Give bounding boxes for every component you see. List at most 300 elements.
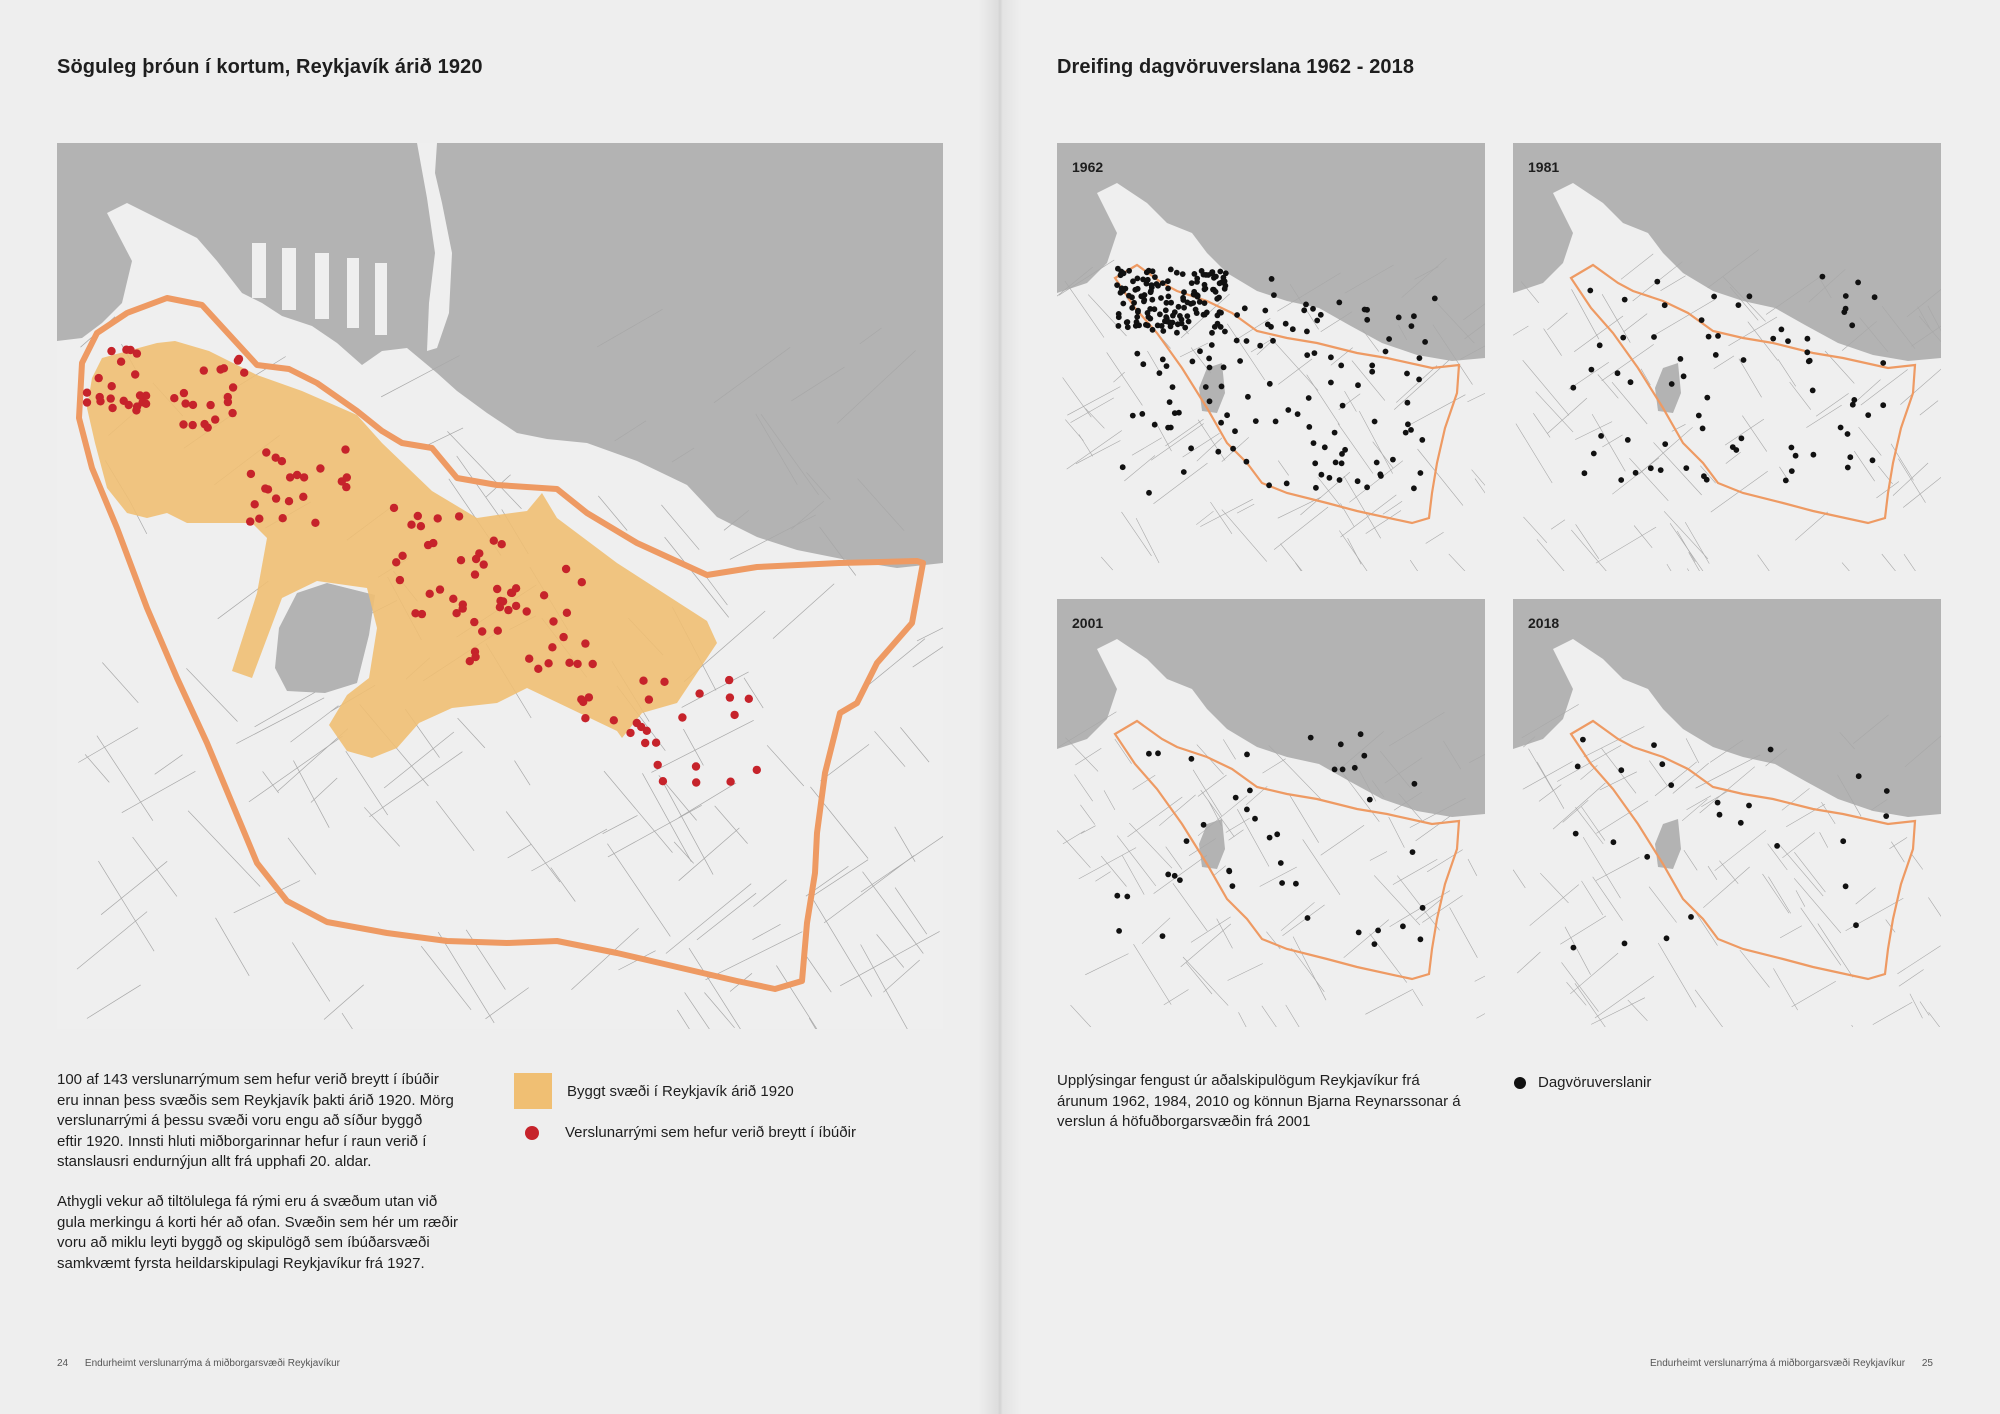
grocery-store-dot <box>1176 304 1182 310</box>
grocery-store-dot <box>1409 323 1415 329</box>
grocery-store-dot <box>1217 309 1223 315</box>
map-year-label: 2018 <box>1528 615 1560 631</box>
grocery-store-dot <box>1432 296 1438 302</box>
converted-space-dot <box>235 355 243 363</box>
grocery-store-dot <box>1865 412 1871 418</box>
converted-space-dot <box>559 633 567 641</box>
converted-space-dot <box>652 739 660 747</box>
grocery-store-dot <box>1311 440 1317 446</box>
grocery-store-dot <box>1570 385 1576 391</box>
grocery-store-dot <box>1416 377 1422 383</box>
grocery-store-dot <box>1400 923 1406 929</box>
grocery-store-dot <box>1746 803 1752 809</box>
grocery-store-dot <box>1222 286 1228 292</box>
grocery-store-dot <box>1207 398 1213 404</box>
grocery-store-dot <box>1145 323 1151 329</box>
converted-space-dot <box>581 714 589 722</box>
grocery-store-dot <box>1186 319 1192 325</box>
grocery-store-dot <box>1149 297 1155 303</box>
converted-space-dot <box>189 421 197 429</box>
grocery-store-dot <box>1405 421 1411 427</box>
paragraph-line: gula merkingu á korti hér að ofan. Svæðin sem hér um ræðir <box>57 1213 459 1231</box>
converted-space-dot <box>563 609 571 617</box>
grocery-store-dot <box>1845 465 1851 471</box>
grocery-store-dot <box>1207 365 1213 371</box>
grocery-store-dot <box>1372 941 1378 947</box>
grocery-store-dot <box>1338 741 1344 747</box>
grocery-store-dot <box>1172 309 1178 315</box>
grocery-store-dot <box>1662 441 1668 447</box>
grocery-store-dot <box>1651 742 1657 748</box>
grocery-store-dot <box>1327 475 1333 481</box>
grocery-store-dot <box>1165 286 1171 292</box>
grocery-store-dot <box>1163 307 1169 313</box>
grocery-store-dot <box>1611 839 1617 845</box>
converted-space-dot <box>641 739 649 747</box>
right-page <box>998 0 2000 1414</box>
legend-built-area <box>514 1073 794 1109</box>
grocery-store-dot <box>1193 307 1199 313</box>
grocery-store-dot <box>1418 936 1424 942</box>
grocery-store-dot <box>1374 460 1380 466</box>
grocery-store-dot <box>1134 314 1140 320</box>
grocery-store-dot <box>1293 881 1299 887</box>
grocery-store-dot <box>1269 276 1275 282</box>
grocery-store-dot <box>1715 800 1721 806</box>
grocery-store-dot <box>1838 425 1844 431</box>
grocery-store-dot <box>1224 412 1230 418</box>
converted-space-dot <box>457 556 465 564</box>
grocery-store-dot <box>1633 470 1639 476</box>
grocery-store-dot <box>1688 914 1694 920</box>
converted-space-dot <box>504 606 512 614</box>
grocery-store-dot <box>1174 270 1180 276</box>
grocery-store-dot <box>1148 288 1154 294</box>
grocery-store-dot <box>1301 307 1307 313</box>
grocery-store-dot <box>1405 400 1411 406</box>
grocery-store-dot <box>1678 356 1684 362</box>
converted-space-dot <box>692 762 700 770</box>
grocery-store-dot <box>1717 812 1723 818</box>
converted-space-dot <box>278 457 286 465</box>
grocery-store-dot <box>1116 323 1122 329</box>
grocery-store-dot <box>1131 300 1137 306</box>
grocery-store-dot <box>1420 905 1426 911</box>
grocery-store-dot <box>1233 795 1239 801</box>
converted-space-dot <box>228 409 236 417</box>
converted-space-dot <box>577 695 585 703</box>
grocery-store-dot <box>1805 336 1811 342</box>
grocery-store-dot <box>1618 477 1624 483</box>
grocery-store-dot <box>1340 403 1346 409</box>
grocery-store-dot <box>1333 460 1339 466</box>
page-number: 24 <box>57 1358 69 1369</box>
converted-space-dot <box>478 627 486 635</box>
grocery-store-dot <box>1669 381 1675 387</box>
grocery-store-dot <box>1364 484 1370 490</box>
grocery-store-dot <box>1174 330 1180 336</box>
converted-space-dot <box>645 695 653 703</box>
grocery-store-dot <box>1417 355 1423 361</box>
grocery-store-dot <box>1199 268 1205 274</box>
grocery-store-dot <box>1155 750 1161 756</box>
converted-space-dot <box>181 399 189 407</box>
grocery-store-dot <box>1668 782 1674 788</box>
grocery-store-dot <box>1244 807 1250 813</box>
grocery-store-dot <box>1221 364 1227 370</box>
grocery-store-dot <box>1704 395 1710 401</box>
grocery-store-dot <box>1180 295 1186 301</box>
caption-line: verslun á höfuðborgarsvæðin frá 2001 <box>1057 1113 1311 1131</box>
grocery-store-dot <box>1211 287 1217 293</box>
grocery-store-dot <box>1273 419 1279 425</box>
grocery-store-dot <box>1622 297 1628 303</box>
grocery-store-dot <box>1244 752 1250 758</box>
grocery-store-dot <box>1683 465 1689 471</box>
grocery-store-dot <box>1267 835 1273 841</box>
caption-line: árunum 1962, 1984, 2010 og könnun Bjarna Reynarssonar á <box>1057 1092 1461 1110</box>
converted-space-dot <box>204 423 212 431</box>
grocery-store-dot <box>1849 322 1855 328</box>
converted-space-dot <box>83 398 91 406</box>
converted-space-dot <box>392 558 400 566</box>
grocery-store-dot <box>1369 363 1375 369</box>
converted-space-dot <box>286 473 294 481</box>
grocery-store-dot <box>1793 453 1799 459</box>
grocery-store-dot <box>1312 460 1318 466</box>
grocery-store-dot <box>1134 351 1140 357</box>
grocery-store-dot <box>1362 307 1368 313</box>
converted-space-dot <box>525 655 533 663</box>
grocery-store-dot <box>1121 270 1127 276</box>
converted-space-dot <box>407 521 415 529</box>
grocery-store-dot <box>1283 321 1289 327</box>
grocery-store-dot <box>1146 490 1152 496</box>
grocery-store-dot <box>1168 321 1174 327</box>
grocery-store-dot <box>1165 278 1171 284</box>
grocery-store-dot <box>1270 338 1276 344</box>
grocery-store-dot <box>1184 313 1190 319</box>
converted-space-dot <box>341 445 349 453</box>
grocery-store-dot <box>1355 382 1361 388</box>
left-page <box>0 0 998 1414</box>
paragraph-line: Athygli vekur að tiltölulega fá rými eru á svæðum utan við <box>57 1193 438 1210</box>
grocery-store-dot <box>1184 838 1190 844</box>
map-year-label: 2001 <box>1072 615 1104 631</box>
converted-space-dot <box>659 777 667 785</box>
converted-space-dot <box>745 695 753 703</box>
grocery-store-dot <box>1855 280 1861 286</box>
converted-space-dot <box>299 493 307 501</box>
converted-space-dot <box>285 497 293 505</box>
legend-black-dot-icon <box>1514 1077 1526 1089</box>
grocery-store-dot <box>1237 358 1243 364</box>
converted-space-dot <box>211 415 219 423</box>
grocery-store-dot <box>1201 822 1207 828</box>
grocery-store-dot <box>1711 294 1717 300</box>
grocery-store-dot <box>1160 328 1166 334</box>
converted-space-dot <box>523 607 531 615</box>
grocery-store-dot <box>1361 753 1367 759</box>
grocery-store-dot <box>1157 311 1163 317</box>
converted-space-dot <box>589 660 597 668</box>
grocery-store-dot <box>1620 335 1626 341</box>
grocery-store-dot <box>1188 445 1194 451</box>
converted-space-dot <box>549 617 557 625</box>
grocery-store-dot <box>1340 767 1346 773</box>
grocery-store-dot <box>1146 751 1152 757</box>
converted-space-dot <box>390 504 398 512</box>
observation-paragraph <box>57 1192 458 1274</box>
grocery-store-dot <box>1419 437 1425 443</box>
converted-space-dot <box>122 346 130 354</box>
converted-space-dot <box>279 514 287 522</box>
converted-space-dot <box>470 618 478 626</box>
grocery-store-dot <box>1870 457 1876 463</box>
grocery-store-dot <box>1219 384 1225 390</box>
grocery-store-dot <box>1115 266 1121 272</box>
legend-grocery <box>1514 1074 1651 1091</box>
grocery-store-dot <box>1355 478 1361 484</box>
converted-space-dot <box>471 653 479 661</box>
grocery-store-dot <box>1209 342 1215 348</box>
grocery-store-dot <box>1783 478 1789 484</box>
grocery-store-dot <box>1125 324 1131 330</box>
grocery-store-dot <box>1662 302 1668 308</box>
grocery-store-dot <box>1145 277 1151 283</box>
converted-space-dot <box>493 585 501 593</box>
grocery-store-dot <box>1336 300 1342 306</box>
grocery-store-dot <box>1234 338 1240 344</box>
converted-space-dot <box>436 585 444 593</box>
converted-space-dot <box>459 604 467 612</box>
grocery-store-dot <box>1267 381 1273 387</box>
paragraph-line: voru að miklu leyti byggð og skipulögð sem íbúðarsvæði <box>57 1234 430 1252</box>
grocery-store-dot <box>1339 460 1345 466</box>
converted-space-dot <box>643 727 651 735</box>
grocery-store-dot <box>1332 767 1338 773</box>
grocery-store-dot <box>1789 445 1795 451</box>
grocery-store-dot <box>1150 268 1156 274</box>
converted-space-dot <box>565 659 573 667</box>
grocery-store-dot <box>1739 435 1745 441</box>
grocery-store-dot <box>1165 872 1171 878</box>
converted-space-dot <box>200 366 208 374</box>
grocery-store-dot <box>1160 357 1166 363</box>
grocery-store-dot <box>1312 350 1318 356</box>
legend-converted <box>525 1124 856 1141</box>
grocery-store-dot <box>1843 306 1849 312</box>
grocery-store-dot <box>1116 928 1122 934</box>
grocery-store-dot <box>1332 430 1338 436</box>
grocery-store-dot <box>1589 367 1595 373</box>
grocery-store-dot <box>1278 860 1284 866</box>
grocery-store-dot <box>1880 402 1886 408</box>
converted-space-dot <box>692 778 700 786</box>
grocery-store-dot <box>1591 451 1597 457</box>
converted-space-dot <box>251 500 259 508</box>
grocery-store-dot <box>1597 342 1603 348</box>
converted-space-dot <box>753 766 761 774</box>
converted-space-dot <box>396 576 404 584</box>
grocery-store-dot <box>1234 312 1240 318</box>
grocery-store-dot <box>1785 338 1791 344</box>
grocery-store-dot <box>1410 849 1416 855</box>
grocery-store-dot <box>1375 928 1381 934</box>
grocery-store-dot <box>1364 317 1370 323</box>
grocery-store-dot <box>1651 334 1657 340</box>
converted-space-dot <box>730 711 738 719</box>
legend-red-dot-icon <box>525 1126 539 1140</box>
converted-space-dot <box>660 678 668 686</box>
grocery-store-dot <box>1244 459 1250 465</box>
grocery-store-dot <box>1126 268 1132 274</box>
converted-space-dot <box>224 398 232 406</box>
grocery-store-dot <box>1152 274 1158 280</box>
grocery-store-dot <box>1706 334 1712 340</box>
grocery-store-dot <box>1840 838 1846 844</box>
grocery-store-dot <box>1587 288 1593 294</box>
grocery-store-dot <box>1383 349 1389 355</box>
converted-space-dot <box>726 693 734 701</box>
grocery-store-dot <box>1189 280 1195 286</box>
grocery-store-dot <box>1573 831 1579 837</box>
grocery-store-dot <box>1197 348 1203 354</box>
grocery-store-dot <box>1356 930 1362 936</box>
grocery-store-dot <box>1150 327 1156 333</box>
right-page-title: Dreifing dagvöruverslana 1962 - 2018 <box>1057 56 1415 78</box>
grocery-store-dot <box>1313 485 1319 491</box>
grocery-store-dot <box>1386 336 1392 342</box>
grocery-store-dot <box>1733 447 1739 453</box>
grocery-store-dot <box>1252 816 1258 822</box>
grocery-store-dot <box>1768 747 1774 753</box>
converted-space-dot <box>678 713 686 721</box>
converted-space-dot <box>95 374 103 382</box>
converted-space-dot <box>247 470 255 478</box>
converted-space-dot <box>449 595 457 603</box>
book-gutter <box>978 0 1022 1414</box>
grocery-store-dot <box>1306 395 1312 401</box>
converted-space-dot <box>585 693 593 701</box>
converted-space-dot <box>255 515 263 523</box>
grocery-store-dot <box>1625 437 1631 443</box>
grocery-store-dot <box>1285 407 1291 413</box>
grocery-store-dot <box>1582 470 1588 476</box>
grocery-store-dot <box>1155 283 1161 289</box>
grocery-store-dot <box>1338 363 1344 369</box>
grocery-store-dot <box>1845 431 1851 437</box>
converted-space-dot <box>534 665 542 673</box>
grocery-store-dot <box>1152 422 1158 428</box>
grocery-store-dot <box>1403 430 1409 436</box>
grocery-store-dot <box>1681 373 1687 379</box>
grocery-store-dot <box>1658 467 1664 473</box>
grocery-store-dot <box>1308 735 1314 741</box>
grocery-store-dot <box>1262 308 1268 314</box>
converted-space-dot <box>494 627 502 635</box>
grocery-store-dot <box>1124 320 1130 326</box>
grocery-store-dot <box>1304 352 1310 358</box>
converted-space-dot <box>272 494 280 502</box>
page-number: 25 <box>1921 1358 1933 1369</box>
grocery-map-1962 <box>1057 143 1485 571</box>
grocery-store-dot <box>1180 271 1186 277</box>
grocery-store-dot <box>1615 370 1621 376</box>
grocery-store-dot <box>1279 880 1285 886</box>
grocery-store-dot <box>1140 361 1146 367</box>
grocery-store-dot <box>1159 323 1165 329</box>
grocery-store-dot <box>1204 310 1210 316</box>
grocery-store-dot <box>1209 330 1215 336</box>
grocery-store-dot <box>1715 333 1721 339</box>
grocery-store-dot <box>1575 764 1581 770</box>
grocery-store-dot <box>1160 933 1166 939</box>
converted-space-dot <box>206 401 214 409</box>
grocery-store-dot <box>1358 731 1364 737</box>
grocery-store-dot <box>1135 286 1141 292</box>
grocery-store-dot <box>1820 274 1826 280</box>
converted-space-dot <box>338 477 346 485</box>
grocery-store-dot <box>1774 843 1780 849</box>
grocery-store-dot <box>1172 410 1178 416</box>
grocery-store-dot <box>1152 306 1158 312</box>
grocery-store-dot <box>1195 294 1201 300</box>
converted-space-dot <box>725 676 733 684</box>
grocery-store-dot <box>1247 788 1253 794</box>
grocery-store-dot <box>1213 274 1219 280</box>
paragraph-line: verslunarrými á þessu svæði voru engu að síður byggð <box>57 1112 423 1130</box>
converted-space-dot <box>170 394 178 402</box>
grocery-store-dot <box>1618 767 1624 773</box>
grocery-store-dot <box>1189 756 1195 762</box>
grocery-store-dot <box>1843 293 1849 299</box>
grocery-store-dot <box>1274 831 1280 837</box>
converted-space-dot <box>512 602 520 610</box>
grocery-store-dot <box>1214 296 1220 302</box>
legend-built-area-swatch <box>514 1073 552 1109</box>
grocery-store-dot <box>1157 370 1163 376</box>
grocery-store-dot <box>1352 765 1358 771</box>
converted-space-dot <box>639 677 647 685</box>
reykjavik-1920-map <box>57 143 943 1029</box>
converted-space-dot <box>417 522 425 530</box>
grocery-store-dot <box>1700 426 1706 432</box>
converted-space-dot <box>455 512 463 520</box>
grocery-store-dot <box>1322 444 1328 450</box>
grocery-store-dot <box>1230 883 1236 889</box>
converted-space-dot <box>540 591 548 599</box>
left-footer <box>57 1358 340 1369</box>
grocery-store-dot <box>1850 402 1856 408</box>
converted-space-dot <box>180 389 188 397</box>
grocery-store-dot <box>1713 352 1719 358</box>
grocery-store-dot <box>1181 289 1187 295</box>
converted-space-dot <box>426 590 434 598</box>
grocery-store-dot <box>1319 472 1325 478</box>
converted-space-dot <box>562 565 570 573</box>
converted-space-dot <box>548 643 556 651</box>
grocery-store-dot <box>1328 354 1334 360</box>
source-caption <box>1057 1071 1461 1133</box>
grocery-store-dot <box>1377 471 1383 477</box>
converted-space-dot <box>220 364 228 372</box>
grocery-store-dot <box>1664 935 1670 941</box>
grocery-store-dot <box>1880 360 1886 366</box>
converted-space-dot <box>633 719 641 727</box>
grocery-store-dot <box>1304 329 1310 335</box>
grocery-store-dot <box>1191 289 1197 295</box>
